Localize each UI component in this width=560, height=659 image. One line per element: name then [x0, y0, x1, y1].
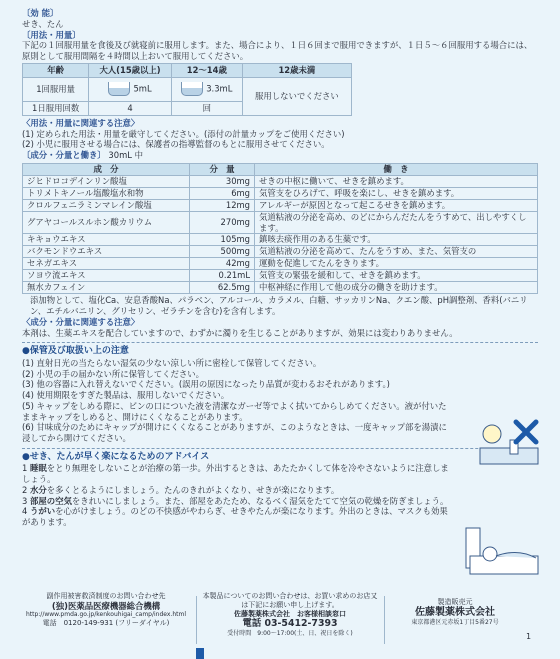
- usage-notes-heading: 〈用法・用量に関連する注意〉: [22, 117, 140, 128]
- footer-contact-note: 本製品についてのお問い合わせは、お買い求めのお店又は下記にお願い申し上げます。: [202, 592, 378, 609]
- ingredient-amount: 12mg: [190, 199, 255, 211]
- footer-contact-org: 佐藤製薬株式会社 お客様相談窓口: [234, 609, 346, 618]
- person-icon: [483, 547, 497, 561]
- advice-keyword: 水分: [30, 484, 47, 495]
- additives-text: 添加物として、塩化Ca、安息香酸Na、パラベン、アルコール、カラメル、白糖、サッカリンNa、クエン酸、pH調整剤、香料(バニリン、エチルバニリン、グリセリン、ゼラチンを含む)を含有します。: [30, 295, 528, 316]
- table-row: [23, 246, 538, 258]
- ingredient-amount: 500mg: [190, 246, 255, 258]
- ingredient-name: ソヨウ流エキス: [23, 270, 190, 282]
- ingredient-amount: 6mg: [190, 187, 255, 199]
- list-item: (1) 直射日光の当たらない湿気の少ない涼しい所に密栓して保管してください。: [22, 357, 322, 368]
- list-item: [22, 496, 454, 507]
- footer-relief-org: (独)医薬品医療機器総合機構: [51, 600, 161, 611]
- child-note: 服用しないでください: [242, 77, 351, 115]
- ingredient-header-amount: 分 量: [190, 163, 255, 175]
- ingredients-table: [22, 163, 538, 295]
- footer-relief-url: http://www.pmda.go.jp/kenkouhigai_camp/index.html: [25, 611, 187, 619]
- advice-number: 1: [22, 463, 28, 474]
- dosage-header-age: 年齢: [23, 63, 89, 77]
- ingredient-amount: 270mg: [190, 211, 255, 234]
- table-row: [23, 282, 538, 294]
- advice-keyword: うがい: [30, 506, 56, 517]
- usage-note-1: (1) 定められた用法・用量を厳守してください。(添付の計量カップをご使用ください): [22, 128, 345, 139]
- storage-list: [22, 358, 454, 444]
- ingredient-amount: 105mg: [190, 234, 255, 246]
- adult-times: 4: [89, 101, 172, 115]
- advice-heading: ●せき、たんが早く楽になるためのアドバイス: [22, 448, 538, 464]
- ingredient-notes-text: 本剤は、生薬エキスを配合していますので、わずかに濁りを生じることがありますが、効果には変わりありません。: [22, 327, 458, 338]
- footer-divider: [384, 596, 385, 644]
- ingredient-name: セネガエキス: [23, 258, 190, 270]
- ingredient-amount: 42mg: [190, 258, 255, 270]
- ingredient-role: 気道粘液の分泌を高め、のどにからんだたんをうすめて、出しやすくします。: [255, 211, 538, 234]
- list-item: (6) 甘味成分のためにキャップが開けにくくなることがありますが、このようなときは、一度キャップ部を湯漬に浸してから開けてください。: [22, 422, 447, 444]
- ingredient-role: 運動を促進してたんをきります。: [255, 258, 538, 270]
- ingredient-header-role: 働 き: [255, 163, 538, 175]
- footer-relief-contact: [22, 592, 190, 648]
- footer-relief-note: 副作用被害救済制度のお問い合わせ先: [46, 592, 166, 600]
- dosage-header-child: 12歳未満: [242, 63, 351, 77]
- ingredient-name: ジヒドロコデインリン酸塩: [23, 175, 190, 187]
- ingredient-role: 気管支をひろげて、呼吸を楽にし、せきを鎮めます。: [255, 187, 538, 199]
- table-row: [23, 258, 538, 270]
- ingredient-amount: 62.5mg: [190, 282, 255, 294]
- table-row: [23, 187, 538, 199]
- ingredient-role: 気管支の緊張を緩和して、せきを鎮めます。: [255, 270, 538, 282]
- ingredient-name: クロルフェニラミンマレイン酸塩: [23, 199, 190, 211]
- ingredient-role: アレルギーが原因となって起こるせきを鎮めます。: [255, 199, 538, 211]
- advice-number: 3: [22, 495, 28, 506]
- advice-text: を心がけましょう。のどの不快感がやわらぎ、せきやたんが楽になります。外出のときは、マスクも効果があります。: [22, 506, 448, 528]
- dosage-header-adult: 大人(15歳以上): [89, 63, 172, 77]
- teen-dose: 3.3mL: [206, 83, 233, 94]
- advice-keyword: 部屋の空気: [30, 495, 72, 506]
- bottom-tab-marker: [196, 648, 204, 659]
- ingredient-role: 中枢神経に作用して他の成分の働きを助けます。: [255, 282, 538, 294]
- footer-maker-label: 製造販売元: [437, 598, 473, 606]
- advice-keyword: 睡眠: [30, 463, 47, 474]
- table-row: [23, 211, 538, 234]
- list-item: (2) 小児の手の届かない所に保管してください。: [22, 368, 205, 379]
- list-item: [22, 506, 454, 528]
- efficacy-heading: 〔効 能〕: [22, 8, 59, 18]
- storage-illustration: [470, 418, 546, 470]
- advice-list: [22, 463, 454, 528]
- table-row: [23, 175, 538, 187]
- prohibited-x-icon: [516, 422, 536, 442]
- footer: [22, 592, 538, 648]
- measuring-cup-icon: [108, 82, 130, 96]
- list-item: [22, 463, 454, 485]
- footer-contact-phone: 電話 03-5412-7393: [242, 618, 338, 630]
- footer-relief-phone: 電話 0120-149-931 (フリーダイヤル): [42, 618, 170, 627]
- ingredient-amount: 0.21mL: [190, 270, 255, 282]
- bed-icon: [470, 556, 538, 574]
- dosage-header-teen: 12〜14歳: [171, 63, 242, 77]
- footer-manufacturer: [390, 592, 520, 648]
- ingredients-title-row: [22, 150, 538, 161]
- table-row: [23, 234, 538, 246]
- ingredients-sub: 30mL 中: [108, 150, 143, 160]
- dosage-row-label: 1回服用量: [23, 77, 89, 101]
- ingredients-heading: 〔成分・分量と働き〕: [22, 150, 106, 160]
- usage-note-2: (2) 小児に服用させる場合には、保護者の指導監督のもとに服用させてください。: [22, 139, 330, 150]
- shelf-icon: [480, 448, 538, 464]
- advice-text: を多くとるようにしましょう。たんのきれがよくなり、せきが楽になります。: [46, 484, 340, 495]
- usage-text: 下記の１回服用量を食後及び就寝前に服用します。また、場合により、１日６回まで服用できますが、１日５〜６回服用する場合には、原則として服用間隔を４時間以上おいて服用してください。: [22, 40, 533, 61]
- ingredient-role: 鎮咳去痰作用のある生薬です。: [255, 234, 538, 246]
- table-row: [23, 270, 538, 282]
- list-item: [22, 485, 454, 496]
- usage-heading: 〔用法・用量〕: [22, 29, 81, 40]
- adult-dose-cell: [89, 77, 172, 101]
- ingredient-role: せきの中枢に働いて、せきを鎮めます。: [255, 175, 538, 187]
- list-item: (4) 使用期限をすぎた製品は、服用しないでください。: [22, 390, 230, 401]
- teen-dose-cell: [171, 77, 242, 101]
- list-item: (5) キャップをしめる際に、ビンの口についた液を清潔なガーゼ等でよく拭いてからしめてください。液が付いたままキャップをしめると、開けにくくなることがあります。: [22, 400, 447, 422]
- dosage-table: [22, 63, 352, 116]
- sun-icon: [483, 425, 501, 443]
- teen-times: 回: [171, 101, 242, 115]
- advice-text: をきれいにしましょう。また、部屋をあたため、なるべく湿気をたてて空気の乾燥を防ぎましょう。: [71, 495, 449, 506]
- storage-heading: ●保管及び取扱い上の注意: [22, 342, 538, 358]
- advice-text: をとり無理をしないことが治療の第一歩。外出するときは、あたたかくして体を冷やさないように注意しましょう。: [22, 463, 449, 485]
- adult-dose: 5mL: [133, 83, 152, 94]
- table-row: [23, 199, 538, 211]
- advice-number: 4: [22, 506, 28, 517]
- ingredient-header-name: 成 分: [23, 163, 190, 175]
- ingredient-role: 気道粘液の分泌を高めて、たんをうすめ、また、気管支の: [255, 246, 538, 258]
- ingredient-name: バクモンドウエキス: [23, 246, 190, 258]
- ingredient-name: 無水カフェイン: [23, 282, 190, 294]
- ingredient-amount: 30mg: [190, 175, 255, 187]
- measuring-cup-icon: [181, 82, 203, 96]
- advice-number: 2: [22, 484, 28, 495]
- footer-maker-name: 佐藤製薬株式会社: [415, 606, 495, 618]
- page-number: 1: [526, 632, 532, 641]
- ingredient-notes-heading: 〈成分・分量に関連する注意〉: [22, 316, 140, 327]
- footer-divider: [196, 596, 197, 644]
- times-row-label: 1日服用回数: [23, 101, 89, 115]
- footer-maker-address: 東京都港区元赤坂1丁目5番27号: [411, 619, 499, 627]
- efficacy-text: せき、たん: [22, 18, 64, 29]
- ingredient-name: トリメトキノール塩酸塩水和物: [23, 187, 190, 199]
- resting-illustration: [460, 522, 542, 584]
- ingredient-name: グアヤコールスルホン酸カリウム: [23, 211, 190, 234]
- footer-customer-contact: [202, 592, 378, 648]
- list-item: (3) 他の容器に入れ替えないでください。(誤用の原因になったり品質が変わるおそれがあります。): [22, 379, 390, 390]
- ingredient-name: キキョウエキス: [23, 234, 190, 246]
- footer-contact-hours: 受付時間 9:00〜17:00(土、日、祝日を除く): [227, 630, 353, 637]
